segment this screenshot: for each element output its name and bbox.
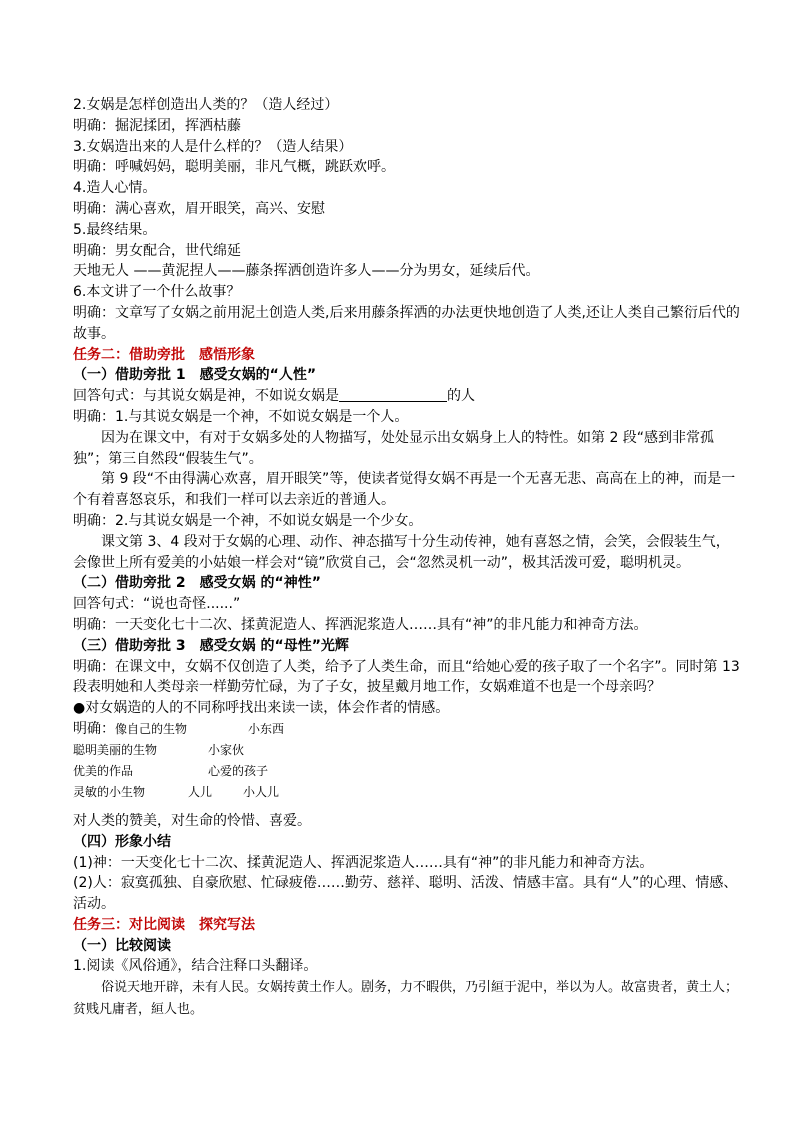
- bullet-instruction: ●对女娲造的人的不同称呼找出来读一读，体会作者的情感。: [73, 700, 450, 717]
- summary-divine: (1)神：一天变化七十二次、揉黄泥造人、挥洒泥浆造人……具有“神”的非凡能力和神奇方法。: [73, 854, 654, 871]
- section-4-heading: （四）形象小结: [73, 833, 171, 850]
- answer-4: 明确：满心喜欢，眉开眼笑，高兴、安慰: [73, 200, 325, 217]
- section-3-heading: （三）借助旁批 3 感受女娲 的“母性”光辉: [73, 637, 349, 654]
- fill-blank: [339, 387, 447, 402]
- flow-summary: 天地无人 ——黄泥捏人——藤条挥洒创造许多人——分为男女，延续后代。: [73, 263, 540, 280]
- answer-s1-1: 明确：1.与其说女娲是一个神，不如说女娲是一个人。: [73, 408, 409, 425]
- answer-pattern-text: 回答句式：与其说女娲是神，不如说女娲是: [73, 388, 339, 405]
- name-item: 小家伙: [208, 742, 245, 757]
- section-compare-heading: （一）比较阅读: [73, 937, 171, 954]
- answer-pattern-1: [73, 386, 743, 407]
- question-6: 6.本文讲了一个什么故事？: [73, 284, 241, 301]
- compare-item-1: 1.阅读《风俗通》，结合注释口头翻译。: [73, 958, 318, 975]
- name-item: 小人儿: [243, 784, 280, 799]
- paragraph-s1-2: 第 9 段“不由得满心欢喜，眉开眼笑”等，使读者觉得女娲不再是一个无喜无悲、高高在上的神，而是一个有着喜怒哀乐，和我们一样可以去亲近的普通人。: [73, 471, 736, 509]
- answer-3: 明确：呼喊妈妈，聪明美丽，非凡气概，跳跃欢呼。: [73, 159, 395, 176]
- section-1-heading: （一）借助旁批 1 感受女娲的“人性”: [73, 367, 317, 384]
- paragraph-s1-3: 课文第 3、4 段对于女娲的心理、动作、神态描写十分生动传神，她有喜怒之情，会笑，会假装生气，会像世上所有爱美的小姑娘一样会对“镜”欣赏自己，会“忽然灵机一动”，极其活泼可爱，聪明机灵。: [73, 533, 730, 571]
- answer-pattern-suffix: 的人: [447, 388, 475, 405]
- names-lead: 明确：: [73, 720, 115, 737]
- task-3-heading: 任务三：对比阅读 探究写法: [73, 916, 255, 933]
- name-item: 人儿: [188, 784, 213, 799]
- names-row-1: [73, 719, 187, 739]
- question-3: 3.女娲造出来的人是什么样的？（造人结果）: [73, 138, 353, 155]
- answer-2: 明确：掘泥揉团，挥洒枯藤: [73, 117, 241, 134]
- section-2-heading: （二）借助旁批 2 感受女娲 的“神性”: [73, 575, 321, 592]
- task-2-heading: 任务二：借助旁批 感悟形象: [73, 346, 255, 363]
- answer-5: 明确：男女配合，世代绵延: [73, 242, 241, 259]
- name-item: 像自己的生物: [115, 721, 188, 736]
- classical-quote: 俗说天地开辟，未有人民。女娲抟黄土作人。剧务，力不暇供，乃引絙于泥中，举以为人。故富贵者，黄土人；贫贱凡庸者，絙人也。: [73, 980, 739, 1018]
- answer-s3: 明确：在课文中，女娲不仅创造了人类，给予了人类生命，而且“给她心爱的孩子取了一个名字”。同时第 13 段表明她和人类母亲一样勤劳忙碌，为了子女，披星戴月地工作，女娲难道不也是一个母亲吗？: [73, 658, 740, 696]
- names-summary: 对人类的赞美，对生命的怜惜、喜爱。: [73, 812, 311, 829]
- question-4: 4.造人心情。: [73, 180, 157, 197]
- answer-s2: 明确：一天变化七十二次、揉黄泥造人、挥洒泥浆造人……具有“神”的非凡能力和神奇方法。: [73, 616, 648, 633]
- name-item: 灵敏的小生物: [73, 784, 146, 799]
- question-2: 2.女娲是怎样创造出人类的？（造人经过）: [73, 97, 339, 113]
- document-page: [73, 95, 743, 1021]
- names-list: [73, 719, 743, 819]
- name-item: 心爱的孩子: [208, 763, 269, 778]
- name-item: 优美的作品: [73, 763, 134, 778]
- name-item: 聪明美丽的生物: [73, 742, 158, 757]
- name-item: 小东西: [248, 721, 285, 736]
- answer-6: 明确：文章写了女娲之前用泥土创造人类,后来用藤条挥洒的办法更快地创造了人类,还让人类自己繁衍后代的故事。: [73, 304, 740, 342]
- question-5: 5.最终结果。: [73, 221, 157, 238]
- summary-human: (2)人：寂寞孤独、自豪欣慰、忙碌疲倦……勤劳、慈祥、聪明、活泼、情感丰富。具有“人”的心理、情感、活动。: [73, 875, 738, 913]
- answer-s1-2: 明确：2.与其说女娲是一个神，不如说女娲是一个少女。: [73, 512, 423, 529]
- paragraph-s1-1: 因为在课文中，有对于女娲多处的人物描写，处处显示出女娲身上人的特性。如第 2 段“感到非常孤独”；第三自然段“假装生气”。: [73, 429, 715, 467]
- answer-pattern-2: 回答句式：“说也奇怪......”: [73, 596, 241, 613]
